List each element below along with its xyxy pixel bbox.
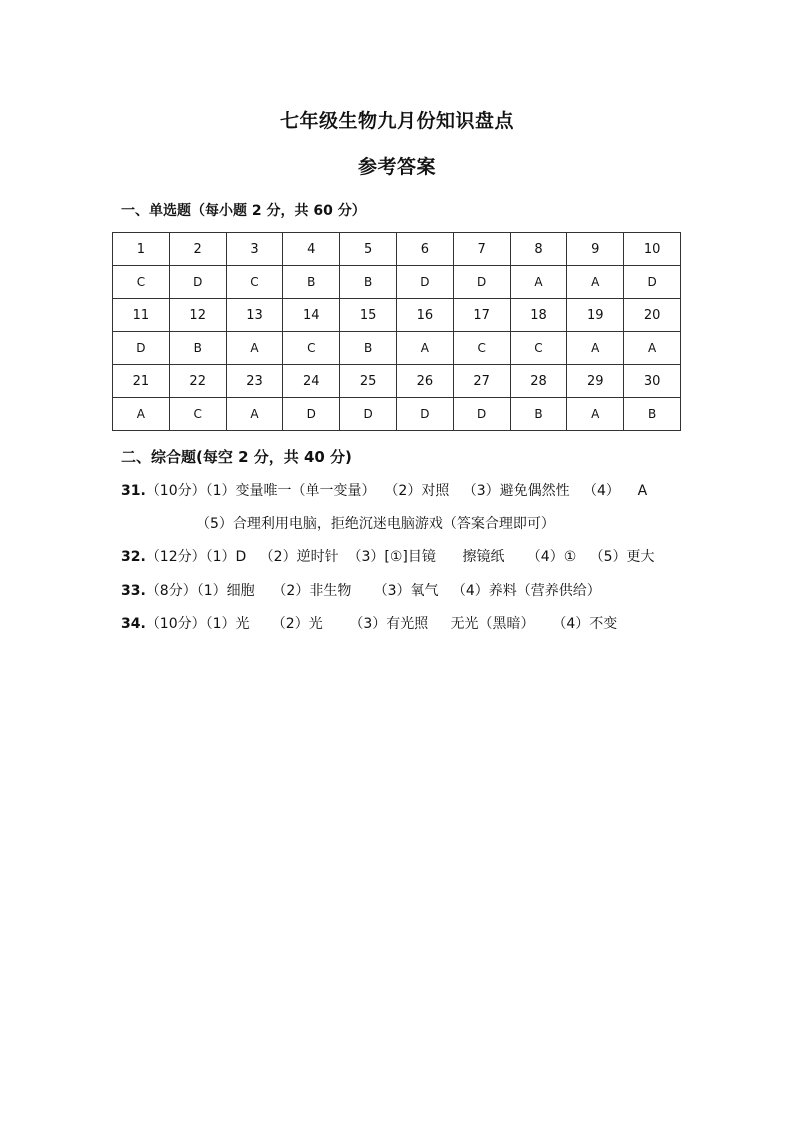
question-number-cell: 9 <box>567 233 624 266</box>
answer-cell: C <box>113 266 170 299</box>
answer-cell: B <box>169 332 226 365</box>
answer-cell: C <box>453 332 510 365</box>
question-number-cell: 20 <box>624 299 681 332</box>
answer-text: （12分）（1）D （2）逆时针 （3）[①]目镜 擦镜纸 （4）① （5）更大 <box>145 549 655 565</box>
answer-cell: A <box>567 332 624 365</box>
answer-cell: D <box>169 266 226 299</box>
document-subtitle: 参考答案 <box>357 156 436 178</box>
question-number-cell: 18 <box>510 299 567 332</box>
answer-cell: D <box>340 398 397 431</box>
question-number: 34. <box>121 616 146 632</box>
question-number-row <box>113 233 681 266</box>
question-number-cell: 8 <box>510 233 567 266</box>
question-number-cell: 30 <box>624 365 681 398</box>
question-number-cell: 23 <box>226 365 283 398</box>
answer-cell: D <box>113 332 170 365</box>
answer-cell: D <box>624 266 681 299</box>
question-number-cell: 25 <box>340 365 397 398</box>
answer-row <box>113 266 681 299</box>
answer-cell: A <box>624 332 681 365</box>
answer-text: （10分）（1）变量唯一（单一变量） （2）对照 （3）避免偶然性 （4） A <box>145 483 648 499</box>
question-number-row <box>113 299 681 332</box>
question-number-cell: 11 <box>113 299 170 332</box>
answer-line-34 <box>121 613 617 633</box>
document-title: 七年级生物九月份知识盘点 <box>279 110 514 132</box>
question-number-cell: 1 <box>113 233 170 266</box>
answer-line-33 <box>121 580 601 600</box>
answer-cell: B <box>510 398 567 431</box>
answer-cell: C <box>226 266 283 299</box>
answer-text: （10分）（1）光 （2）光 （3）有光照 无光（黑暗） （4）不变 <box>145 616 618 632</box>
question-number: 33. <box>121 583 146 599</box>
question-number-cell: 3 <box>226 233 283 266</box>
answer-cell: B <box>340 266 397 299</box>
question-number: 32. <box>121 549 146 565</box>
answer-table <box>112 232 681 431</box>
answer-cell: B <box>624 398 681 431</box>
question-number-cell: 26 <box>396 365 453 398</box>
question-number-cell: 27 <box>453 365 510 398</box>
question-number-cell: 4 <box>283 233 340 266</box>
answer-cell: A <box>567 398 624 431</box>
section-heading-comprehensive: 二、综合题(每空 2 分，共 40 分) <box>121 448 352 466</box>
question-number-cell: 21 <box>113 365 170 398</box>
section-heading-single-choice: 一、单选题（每小题 2 分，共 60 分） <box>121 203 366 219</box>
answer-row <box>113 398 681 431</box>
question-number-cell: 5 <box>340 233 397 266</box>
question-number-cell: 7 <box>453 233 510 266</box>
answer-cell: A <box>226 332 283 365</box>
question-number-cell: 13 <box>226 299 283 332</box>
answer-cell: C <box>283 332 340 365</box>
question-number-cell: 15 <box>340 299 397 332</box>
answer-cell: D <box>396 398 453 431</box>
question-number-cell: 6 <box>396 233 453 266</box>
answer-cell: A <box>510 266 567 299</box>
answer-row <box>113 332 681 365</box>
question-number: 31. <box>121 483 146 499</box>
question-number-cell: 10 <box>624 233 681 266</box>
answer-cell: A <box>396 332 453 365</box>
answer-cell: C <box>169 398 226 431</box>
answer-line-31-continued: （5）合理利用电脑，拒绝沉迷电脑游戏（答案合理即可） <box>196 516 555 532</box>
question-number-row <box>113 365 681 398</box>
question-number-cell: 22 <box>169 365 226 398</box>
question-number-cell: 2 <box>169 233 226 266</box>
answer-line-32 <box>121 546 655 566</box>
answer-cell: D <box>283 398 340 431</box>
answer-cell: D <box>396 266 453 299</box>
question-number-cell: 28 <box>510 365 567 398</box>
question-number-cell: 29 <box>567 365 624 398</box>
answer-cell: D <box>453 398 510 431</box>
answer-cell: B <box>340 332 397 365</box>
answer-line-31 <box>121 480 647 500</box>
question-number-cell: 17 <box>453 299 510 332</box>
answer-cell: D <box>453 266 510 299</box>
answer-cell: A <box>113 398 170 431</box>
answer-cell: A <box>567 266 624 299</box>
question-number-cell: 24 <box>283 365 340 398</box>
question-number-cell: 12 <box>169 299 226 332</box>
question-number-cell: 14 <box>283 299 340 332</box>
answer-cell: B <box>283 266 340 299</box>
answer-cell: A <box>226 398 283 431</box>
answer-cell: C <box>510 332 567 365</box>
answer-text: （8分）（1）细胞 （2）非生物 （3）氧气 （4）养料（营养供给） <box>145 583 601 599</box>
question-number-cell: 16 <box>396 299 453 332</box>
question-number-cell: 19 <box>567 299 624 332</box>
